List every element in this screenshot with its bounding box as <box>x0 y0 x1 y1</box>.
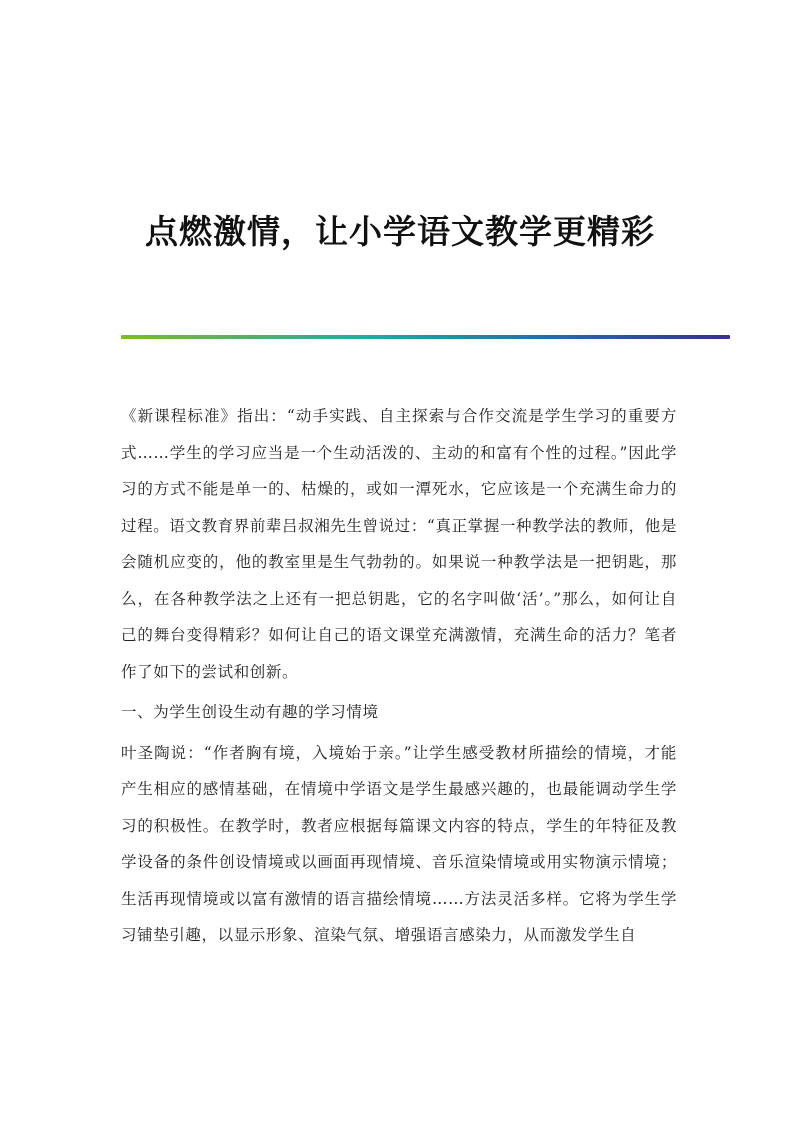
section-heading-1: 一、为学生创设生动有趣的学习情境 <box>121 703 379 721</box>
document-title: 点燃激情，让小学语文教学更精彩 <box>145 212 655 252</box>
body-paragraph-intro: 《新课程标准》指出：“动手实践、自主探索与合作交流是学生学习的重要方式……学生的学习应当是一个生动活泼的、主动的和富有个性的过程。”因此学习的方式不能是单一的、枯燥的，或如一潭死水，它应该是一个充满生命力的过程。语文教育界前辈吕叔湘先生曾说过：“真正掌握一种教学法的教师，他是会随机应变的，他的教室里是生气勃勃的。如果说一种教学法是一把钥匙，那么，在各种教学法之上还有一把总钥匙，它的名字叫做‘活’。”那么，如何让自己的舞台变得精彩？如何让自己的语文课堂充满激情，充满生命的活力？笔者作了如下的尝试和创新。 <box>121 407 677 681</box>
body-paragraph-situation: 叶圣陶说：“作者胸有境，入境始于亲。”让学生感受教材所描绘的情境，才能产生相应的感情基础，在情境中学语文是学生最感兴趣的，也最能调动学生学习的积极性。在教学时，教者应根据每篇课文内容的特点，学生的年特征及教学设备的条件创设情境或以画面再现情境、音乐渲染情境或用实物演示情境；生活再现情境或以富有激情的语言描绘情境……方法灵活多样。它将为学生学习铺垫引趣，以显示形象、渲染气氛、增强语言感染力，从而激发学生自 <box>121 743 677 944</box>
title-divider <box>121 335 730 339</box>
document-body <box>121 398 677 954</box>
